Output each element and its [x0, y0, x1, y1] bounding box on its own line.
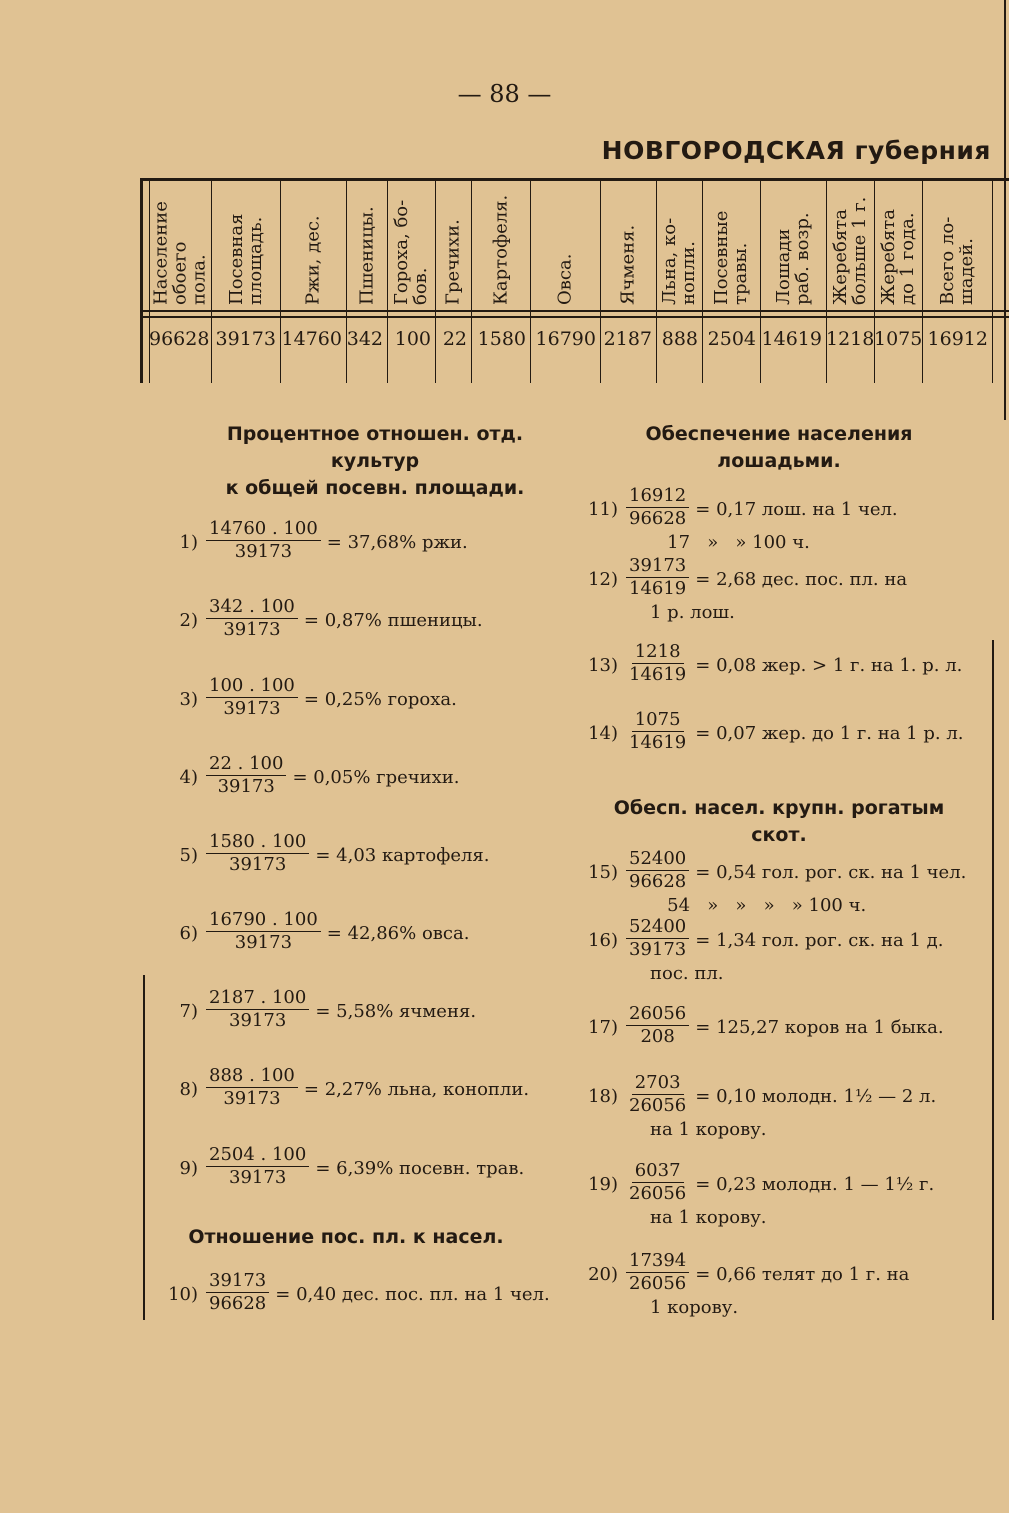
- table-value-cell: 96628: [149, 328, 210, 350]
- table-header-cell: Ячменя.: [617, 224, 639, 305]
- table-header-cell: Гороха, бо- бов.: [391, 199, 431, 305]
- formula-continuation: 1 р. лош.: [650, 602, 735, 623]
- formula: 12) $\frac{39173}{14619}$ = 2,68 дес. пос. пл. на: [588, 555, 908, 599]
- table-header-cell: Льна, ко- нопли.: [659, 217, 699, 305]
- section-heading-cattle: Обесп. насел. крупн. рогатым скот.: [613, 797, 945, 846]
- formula: 2) $\frac{342 . 100}{39173}$ = 0,87% пшеницы.: [179, 596, 483, 640]
- formula: 13) $\frac{1218}{14619}$ = 0,08 жер. > 1 г. на 1. р. л.: [588, 641, 963, 685]
- formula-continuation: 17 » » 100 ч.: [650, 532, 810, 553]
- table-value-cell: 2504: [707, 328, 756, 350]
- formula-continuation: 54 » » » » 100 ч.: [650, 895, 867, 916]
- formula: 1) $\frac{14760 . 100}{39173}$ = 37,68% ржи.: [179, 518, 468, 562]
- table-header-cell: Посевные травы.: [711, 210, 751, 305]
- table-header-cell: Население обоего пола.: [150, 201, 210, 305]
- formula: 15) $\frac{52400}{96628}$ = 0,54 гол. рог. ск. на 1 чел.: [588, 848, 967, 892]
- table-value-cell: 16912: [927, 328, 988, 350]
- formula: 20) $\frac{17394}{26056}$ = 0,66 телят до 1 г. на: [588, 1250, 910, 1294]
- section-heading-crops: Процентное отношен. отд. культур к общей посевн. площади.: [225, 423, 525, 499]
- table-value-cell: 342: [346, 328, 383, 350]
- page-number: — 88 —: [457, 80, 552, 108]
- table-header-cell: Лошади раб. возр.: [773, 212, 813, 305]
- table-header-cell: Жеребята до 1 года.: [878, 209, 918, 305]
- table-value-cell: 14619: [761, 328, 822, 350]
- table-header-cell: Всего ло- шадей.: [937, 216, 977, 305]
- section-heading-area-population: Отношение пос. пл. к насел.: [188, 1226, 504, 1248]
- table-header-cell: Овса.: [554, 253, 576, 305]
- formula: 3) $\frac{100 . 100}{39173}$ = 0,25% гороха.: [179, 675, 457, 719]
- table-value-cell: 16790: [535, 328, 596, 350]
- formula-continuation: 1 корову.: [650, 1297, 739, 1318]
- right-edge-rule: [1004, 0, 1006, 420]
- formula: 14) $\frac{1075}{14619}$ = 0,07 жер. до 1 г. на 1 р. л.: [588, 709, 964, 753]
- table-header-cell: Ржи, дес.: [302, 215, 324, 305]
- formula: 19) $\frac{6037}{26056}$ = 0,23 молодн. 1 — 1½ г.: [588, 1160, 935, 1204]
- formula: 5) $\frac{1580 . 100}{39173}$ = 4,03 картофеля.: [179, 831, 490, 875]
- formula: 6) $\frac{16790 . 100}{39173}$ = 42,86% овса.: [179, 909, 470, 953]
- table-value-cell: 14760: [281, 328, 342, 350]
- formula-continuation: пос. пл.: [650, 963, 724, 984]
- table-header-cell: Пшеницы.: [356, 206, 377, 305]
- left-rule: [143, 975, 145, 1320]
- formula: 9) $\frac{2504 . 100}{39173}$ = 6,39% посевн. трав.: [179, 1144, 525, 1188]
- table-value-cell: 2187: [603, 328, 652, 350]
- table-header-cell: Гречихи.: [442, 219, 464, 305]
- table-value-cell: 100: [394, 328, 431, 350]
- statistics-table: [140, 178, 1009, 383]
- formula: 18) $\frac{2703}{26056}$ = 0,10 молодн. 1½ — 2 л.: [588, 1072, 937, 1116]
- formula-continuation: на 1 корову.: [650, 1207, 767, 1228]
- formula-continuation: на 1 корову.: [650, 1119, 767, 1140]
- table-value-cell: 22: [442, 328, 467, 350]
- formula: 16) $\frac{52400}{39173}$ = 1,34 гол. рог. ск. на 1 д.: [588, 916, 944, 960]
- section-heading-horses: Обеспечение населения лошадьми.: [645, 423, 913, 472]
- table-value-cell: 1075: [874, 328, 923, 350]
- formula: 4) $\frac{22 . 100}{39173}$ = 0,05% гречихи.: [179, 753, 460, 797]
- right-rule: [992, 640, 994, 1320]
- table-value-cell: 39173: [215, 328, 276, 350]
- formula: 11) $\frac{16912}{96628}$ = 0,17 лош. на 1 чел.: [588, 485, 898, 529]
- formula: 7) $\frac{2187 . 100}{39173}$ = 5,58% ячменя.: [179, 987, 477, 1031]
- table-header-cell: Картофеля.: [490, 194, 511, 305]
- formula: 17) $\frac{26056}{208}$ = 125,27 коров на 1 быка.: [588, 1003, 944, 1047]
- table-value-cell: 1218: [826, 328, 875, 350]
- table-value-cell: 1580: [477, 328, 526, 350]
- table-value-cell: 888: [661, 328, 698, 350]
- province-title: НОВГОРОДСКАЯ губерния: [601, 136, 991, 165]
- table-header-cell: Посевная площадь.: [225, 213, 266, 305]
- formula: 10) $\frac{39173}{96628}$ = 0,40 дес. пос. пл. на 1 чел.: [168, 1270, 550, 1314]
- formula: 8) $\frac{888 . 100}{39173}$ = 2,27% льна, конопли.: [179, 1065, 530, 1109]
- table-header-cell: Жеребята больше 1 г.: [830, 196, 870, 305]
